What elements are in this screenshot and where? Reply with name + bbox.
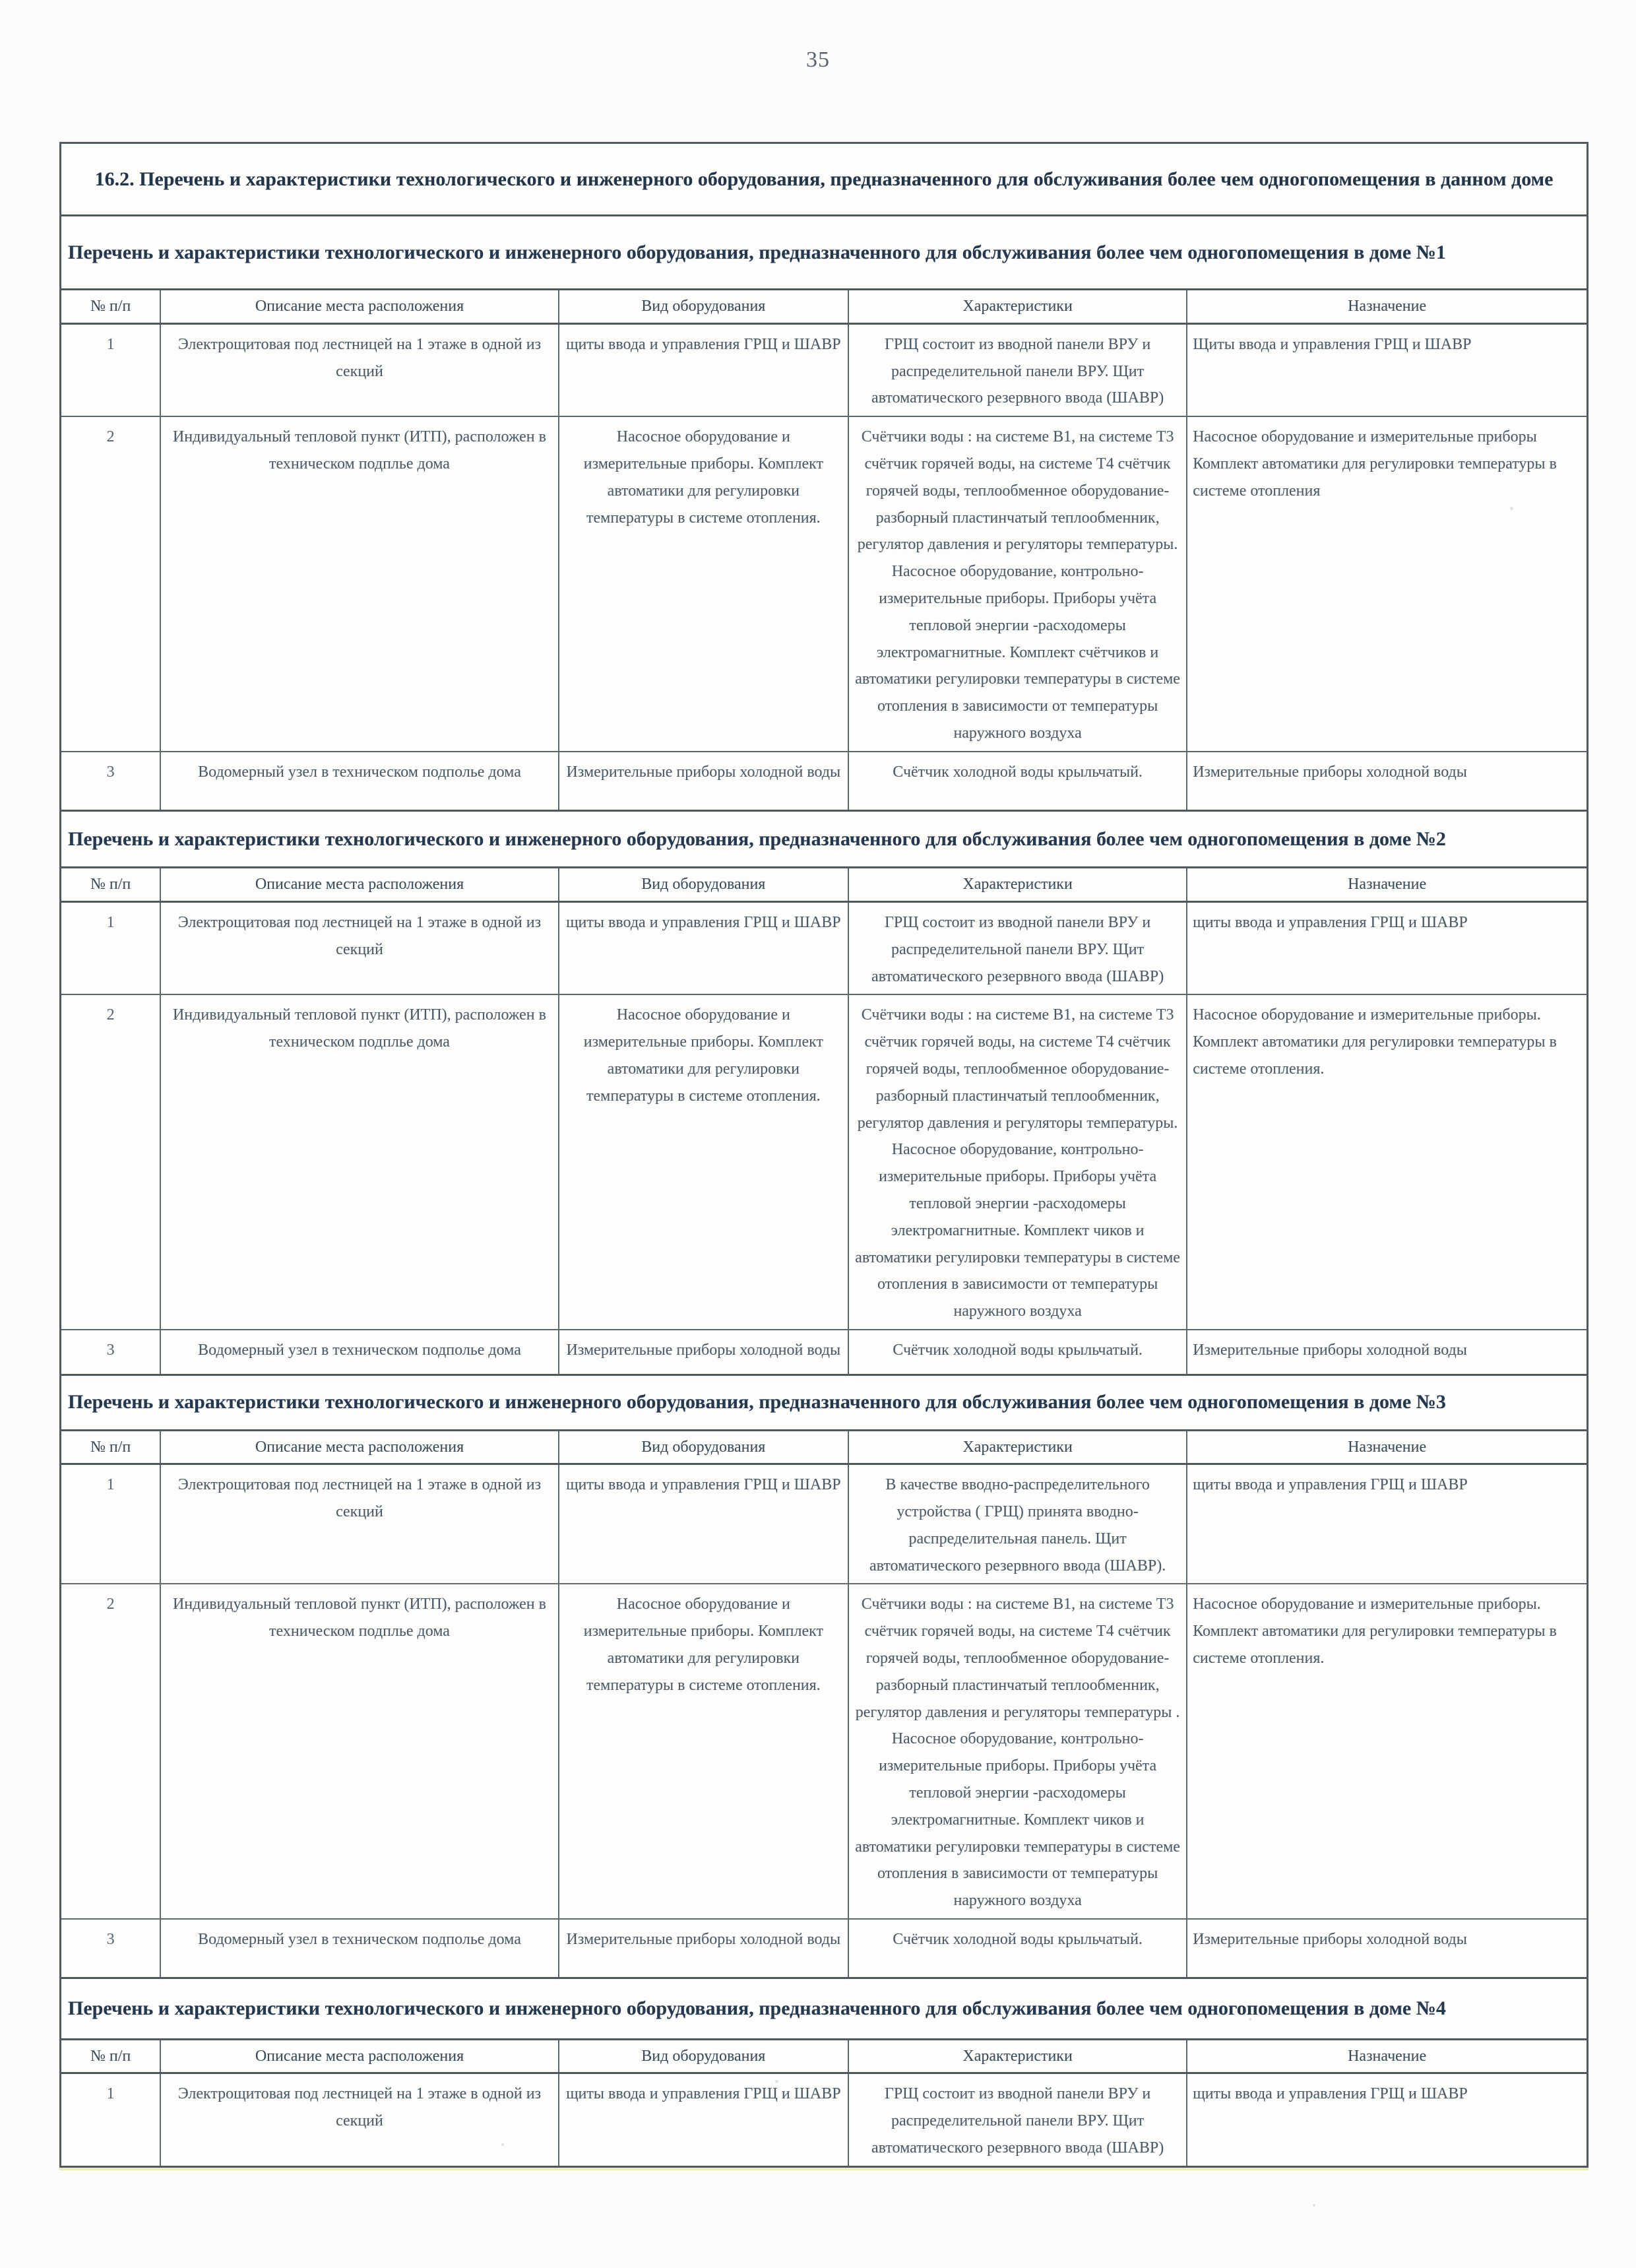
scan-speck (775, 2080, 778, 2083)
cell-num: 3 (61, 1919, 160, 1978)
main-title: 16.2. Перечень и характеристики технологического и инженерного оборудования, предназначенного для обслуживания более чем одногопомещения в данном доме (61, 144, 1587, 216)
cell-location: Электрощитовая под лестницей на 1 этаже в одной из секций (160, 2073, 558, 2166)
cell-equipment-type: Измерительные приборы холодной воды (559, 752, 848, 811)
cell-purpose: Насосное оборудование и измерительные приборы. Комплект автоматики для регулировки температуры в системе отопления. (1187, 1584, 1587, 1919)
cell-equipment-type: щиты ввода и управления ГРЩ и ШАВР (559, 323, 848, 416)
equipment-table-house-1 (61, 290, 1587, 812)
cell-purpose: щиты ввода и управления ГРЩ и ШАВР (1187, 1464, 1587, 1584)
cell-num: 1 (61, 323, 160, 416)
table-header-row (61, 2040, 1587, 2073)
cell-characteristics: ГРЩ состоит из вводной панели ВРУ и распределительной панели ВРУ. Щит автоматического резервного ввода (ШАВР) (848, 323, 1187, 416)
cell-location: Водомерный узел в техническом подполье дома (160, 752, 558, 811)
cell-characteristics: В качестве вводно-распределительного устройства ( ГРЩ) принята вводно- распределительная панель. Щит автоматического резервного ввода (ШАВР). (848, 1464, 1187, 1584)
cell-characteristics: Счётчики воды : на системе В1, на системе Т3 счётчик горячей воды, на системе Т4 счётчик горячей воды, теплообменное оборудование- разборный пластинчатый теплообменник, регулятор давления и регуляторы температуры. Насосное оборудование, контрольно- измерительные приборы. Приборы учёта тепловой энергии -расходомеры электромагнитные. Комплект чиков и автоматики регулировки температуры в системе отопления в зависимости от температуры наружного воздуха (848, 994, 1187, 1330)
cell-num: 2 (61, 994, 160, 1330)
col-header-location: Описание места расположения (160, 868, 558, 901)
equipment-table-house-3 (61, 1431, 1587, 1979)
col-header-location: Описание места расположения (160, 1431, 558, 1464)
cell-num: 3 (61, 752, 160, 811)
cell-purpose: Измерительные приборы холодной воды (1187, 1330, 1587, 1375)
cell-equipment-type: щиты ввода и управления ГРЩ и ШАВР (559, 1464, 848, 1584)
col-header-num: № п/п (61, 2040, 160, 2073)
scan-speck (1313, 2204, 1315, 2207)
table-row (61, 1330, 1587, 1375)
cell-purpose: Щиты ввода и управления ГРЩ и ШАВР (1187, 323, 1587, 416)
cell-location: Электрощитовая под лестницей на 1 этаже в одной из секций (160, 323, 558, 416)
cell-location: Электрощитовая под лестницей на 1 этаже в одной из секций (160, 902, 558, 995)
col-header-num: № п/п (61, 868, 160, 901)
col-header-specs: Характеристики (848, 1431, 1187, 1464)
cell-characteristics: Счётчик холодной воды крыльчатый. (848, 752, 1187, 811)
col-header-purpose: Назначение (1187, 2040, 1587, 2073)
table-header-row (61, 1431, 1587, 1464)
table-row (61, 323, 1587, 416)
cell-num: 1 (61, 902, 160, 995)
cell-equipment-type: Измерительные приборы холодной воды (559, 1330, 848, 1375)
cell-purpose: щиты ввода и управления ГРЩ и ШАВР (1187, 902, 1587, 995)
col-header-purpose: Назначение (1187, 868, 1587, 901)
cell-characteristics: Счётчик холодной воды крыльчатый. (848, 1330, 1187, 1375)
col-header-location: Описание места расположения (160, 2040, 558, 2073)
equipment-table-house-2 (61, 868, 1587, 1375)
cell-num: 1 (61, 2073, 160, 2166)
page-number: 35 (806, 48, 830, 72)
col-header-specs: Характеристики (848, 868, 1187, 901)
cell-characteristics: ГРЩ состоит из вводной панели ВРУ и распределительной панели ВРУ. Щит автоматического резервного ввода (ШАВР) (848, 902, 1187, 995)
table-row (61, 1919, 1587, 1978)
table-header-row (61, 868, 1587, 901)
cell-num: 1 (61, 1464, 160, 1584)
table-row (61, 994, 1587, 1330)
cell-characteristics: Счётчики воды : на системе В1, на системе Т3 счётчик горячей воды, на системе Т4 счётчик горячей воды, теплообменное оборудование- разборный пластинчатый теплообменник, регулятор давления и регуляторы температуры . Насосное оборудование, контрольно- измерительные приборы. Приборы учёта тепловой энергии -расходомеры электромагнитные. Комплект чиков и автоматики регулировки температуры в системе отопления в зависимости от температуры наружного воздуха (848, 1584, 1187, 1919)
cell-equipment-type: щиты ввода и управления ГРЩ и ШАВР (559, 2073, 848, 2166)
col-header-purpose: Назначение (1187, 290, 1587, 323)
cell-location: Водомерный узел в техническом подполье дома (160, 1919, 558, 1978)
equipment-inventory-document (59, 142, 1589, 2168)
scan-speck (501, 2143, 504, 2146)
table-row (61, 1584, 1587, 1919)
equipment-table-house-4 (61, 2040, 1587, 2166)
col-header-location: Описание места расположения (160, 290, 558, 323)
cell-num: 2 (61, 1584, 160, 1919)
table-row (61, 2073, 1587, 2166)
cell-characteristics: Счётчики воды : на системе В1, на системе Т3 счётчик горячей воды, на системе Т4 счётчик горячей воды, теплообменное оборудование- разборный пластинчатый теплообменник, регулятор давления и регуляторы температуры. Насосное оборудование, контрольно- измерительные приборы. Приборы учёта тепловой энергии -расходомеры электромагнитные. Комплект счётчиков и автоматики регулировки температуры в системе отопления в зависимости от температуры наружного воздуха (848, 416, 1187, 752)
cell-equipment-type: Измерительные приборы холодной воды (559, 1919, 848, 1978)
cell-location: Индивидуальный тепловой пункт (ИТП), расположен в техническом подплье дома (160, 1584, 558, 1919)
col-header-type: Вид оборудования (559, 868, 848, 901)
cell-purpose: Насосное оборудование и измерительные приборы Комплект автоматики для регулировки температуры в системе отопления (1187, 416, 1587, 752)
cell-characteristics: ГРЩ состоит из вводной панели ВРУ и распределительной панели ВРУ. Щит автоматического резервного ввода (ШАВР) (848, 2073, 1187, 2166)
cell-location: Индивидуальный тепловой пункт (ИТП), расположен в техническом подплье дома (160, 994, 558, 1330)
table-row (61, 1464, 1587, 1584)
cell-purpose: щиты ввода и управления ГРЩ и ШАВР (1187, 2073, 1587, 2166)
cell-location: Электрощитовая под лестницей на 1 этаже в одной из секций (160, 1464, 558, 1584)
cell-equipment-type: щиты ввода и управления ГРЩ и ШАВР (559, 902, 848, 995)
cell-location: Индивидуальный тепловой пункт (ИТП), расположен в техническом подплье дома (160, 416, 558, 752)
cell-location: Водомерный узел в техническом подполье дома (160, 1330, 558, 1375)
col-header-purpose: Назначение (1187, 1431, 1587, 1464)
cell-purpose: Измерительные приборы холодной воды (1187, 1919, 1587, 1978)
section-title-house-1: Перечень и характеристики технологического и инженерного оборудования, предназначенного для обслуживания более чем одногопомещения в доме №1 (61, 216, 1587, 290)
cell-equipment-type: Насосное оборудование и измерительные приборы. Комплект автоматики для регулировки температуры в системе отопления. (559, 416, 848, 752)
section-title-house-3: Перечень и характеристики технологического и инженерного оборудования, предназначенного для обслуживания более чем одногопомещения в доме №3 (61, 1376, 1587, 1431)
table-row (61, 752, 1587, 811)
scan-speck (1510, 507, 1513, 510)
cell-num: 2 (61, 416, 160, 752)
col-header-specs: Характеристики (848, 290, 1187, 323)
col-header-specs: Характеристики (848, 2040, 1187, 2073)
cell-characteristics: Счётчик холодной воды крыльчатый. (848, 1919, 1187, 1978)
scan-speck (1249, 2018, 1251, 2021)
col-header-type: Вид оборудования (559, 1431, 848, 1464)
section-title-house-2: Перечень и характеристики технологического и инженерного оборудования, предназначенного для обслуживания более чем одногопомещения в доме №2 (61, 812, 1587, 868)
section-title-house-4: Перечень и характеристики технологического и инженерного оборудования, предназначенного для обслуживания более чем одногопомещения в доме №4 (61, 1979, 1587, 2040)
table-row (61, 416, 1587, 752)
table-header-row (61, 290, 1587, 323)
col-header-num: № п/п (61, 290, 160, 323)
col-header-type: Вид оборудования (559, 2040, 848, 2073)
col-header-type: Вид оборудования (559, 290, 848, 323)
col-header-num: № п/п (61, 1431, 160, 1464)
cell-num: 3 (61, 1330, 160, 1375)
cell-purpose: Насосное оборудование и измерительные приборы. Комплект автоматики для регулировки температуры в системе отопления. (1187, 994, 1587, 1330)
cell-equipment-type: Насосное оборудование и измерительные приборы. Комплект автоматики для регулировки температуры в системе отопления. (559, 994, 848, 1330)
cell-purpose: Измерительные приборы холодной воды (1187, 752, 1587, 811)
cell-equipment-type: Насосное оборудование и измерительные приборы. Комплект автоматики для регулировки температуры в системе отопления. (559, 1584, 848, 1919)
table-row (61, 902, 1587, 995)
